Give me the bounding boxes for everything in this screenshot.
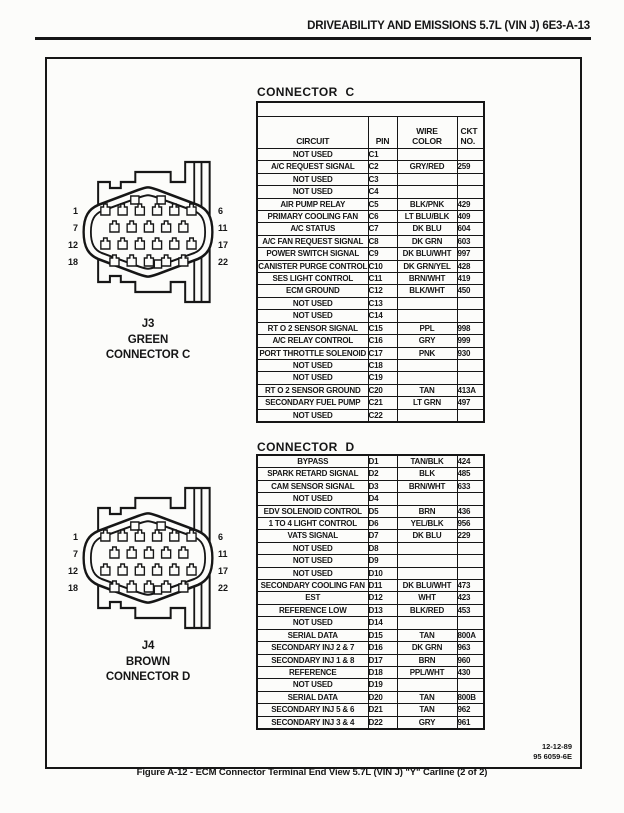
cell-circuit: REFERENCE: [257, 666, 368, 678]
cell-pin: D15: [368, 629, 397, 641]
cell-ckt-no: 429: [457, 198, 484, 210]
cell-pin: C14: [368, 310, 397, 322]
cell-circuit: SECONDARY COOLING FAN: [257, 580, 368, 592]
cell-pin: C22: [368, 409, 397, 422]
cell-pin: C5: [368, 198, 397, 210]
cell-wire-color: DK BLU: [397, 530, 457, 542]
cell-circuit: NOT USED: [257, 297, 368, 309]
table-row: [257, 409, 484, 422]
doc-info: [452, 742, 572, 761]
table-row: [257, 186, 484, 198]
pin-row-label-right: 11: [218, 549, 228, 559]
keyway-notch: [131, 522, 139, 530]
cell-ckt-no: 430: [457, 666, 484, 678]
cell-wire-color: DK BLU/WHT: [397, 580, 457, 592]
pin-row-label-right: 22: [218, 257, 229, 267]
cell-pin: C6: [368, 211, 397, 223]
cell-circuit: NOT USED: [257, 310, 368, 322]
cell-wire-color: [397, 409, 457, 422]
keyway-notch: [154, 586, 161, 594]
cell-pin: D9: [368, 555, 397, 567]
cell-circuit: A/C STATUS: [257, 223, 368, 235]
cell-pin: D7: [368, 530, 397, 542]
cell-ckt-no: 424: [457, 455, 484, 468]
cell-wire-color: [397, 359, 457, 371]
cell-ckt-no: [457, 567, 484, 579]
cell-circuit: CANISTER PURGE CONTROL: [258, 261, 368, 271]
cell-ckt-no: [457, 186, 484, 198]
table-row: [257, 335, 484, 347]
cell-wire-color: TAN: [397, 384, 457, 396]
connector-c-figure-caption: [58, 317, 238, 364]
cell-ckt-no: [457, 310, 484, 322]
table-row: [257, 716, 484, 729]
table-row: [257, 235, 484, 247]
cell-ckt-no: [457, 555, 484, 567]
cell-pin: D2: [368, 468, 397, 480]
cell-circuit: SECONDARY INJ 2 & 7: [257, 642, 368, 654]
table-row: [257, 555, 484, 567]
keyway-notch: [157, 522, 165, 530]
cell-ckt-no: 604: [457, 223, 484, 235]
cell-ckt-no: 436: [457, 505, 484, 517]
table-row: [257, 455, 484, 468]
spacer-cell: [257, 102, 484, 117]
cell-pin: C9: [368, 248, 397, 260]
cell-pin: D6: [368, 518, 397, 530]
pin-row-label-right: 17: [218, 566, 229, 576]
cell-circuit: NOT USED: [257, 617, 368, 629]
connector-designator: J3: [141, 318, 155, 330]
cell-ckt-no: 633: [457, 480, 484, 492]
keyway-notch: [157, 196, 165, 204]
page-header-title: DRIVEABILITY AND EMISSIONS 5.7L (VIN J) 6E3-A-13: [307, 20, 590, 32]
table-row: [257, 604, 484, 616]
cell-pin: C12: [368, 285, 397, 297]
cell-wire-color: BRN: [397, 654, 457, 666]
column-header-pin: PIN: [368, 117, 397, 149]
cell-wire-color: DK GRN: [397, 642, 457, 654]
cell-pin: D21: [368, 704, 397, 716]
cell-wire-color: BLK: [397, 468, 457, 480]
cell-pin: D4: [368, 493, 397, 505]
pin-row-label-left: 18: [67, 257, 78, 267]
cell-wire-color: BLK/RED: [397, 604, 457, 616]
cell-pin: C3: [368, 173, 397, 185]
cell-wire-color: BRN/WHT: [397, 273, 457, 285]
revision-date: 12-12-89: [541, 742, 572, 751]
cell-ckt-no: 453: [457, 604, 484, 616]
cell-ckt-no: [457, 493, 484, 505]
cell-circuit: NOT USED: [257, 372, 368, 384]
cell-ckt-no: 259: [457, 161, 484, 173]
table-row: [257, 666, 484, 678]
cell-circuit: SECONDARY FUEL PUMP: [257, 397, 368, 409]
table-header-row: [257, 117, 484, 149]
cell-wire-color: GRY: [397, 335, 457, 347]
cell-ckt-no: 800B: [457, 691, 484, 703]
table-row: [257, 654, 484, 666]
cell-circuit: PRIMARY COOLING FAN: [257, 211, 368, 223]
cell-circuit: NOT USED: [257, 542, 368, 554]
cell-circuit: CAM SENSOR SIGNAL: [257, 480, 368, 492]
cell-ckt-no: 419: [457, 273, 484, 285]
cell-pin: D5: [368, 505, 397, 517]
table-row: [257, 149, 484, 161]
cell-circuit: POWER SWITCH SIGNAL: [257, 248, 368, 260]
column-header-wire-color-text: WIRE COLOR: [412, 126, 442, 146]
cell-wire-color: [397, 679, 457, 691]
cell-wire-color: TAN: [397, 691, 457, 703]
cell-circuit: SPARK RETARD SIGNAL: [257, 468, 368, 480]
table-row: [257, 518, 484, 530]
cell-ckt-no: 998: [457, 322, 484, 334]
cell-circuit: NOT USED: [257, 173, 368, 185]
table-row: [257, 397, 484, 409]
cell-circuit: NOT USED: [257, 149, 368, 161]
cell-wire-color: PPL: [397, 322, 457, 334]
cell-circuit: NOT USED: [257, 567, 368, 579]
cell-ckt-no: 960: [457, 654, 484, 666]
cell-ckt-no: 962: [457, 704, 484, 716]
cell-pin: C10: [368, 260, 397, 272]
pin-row-label-left: 1: [72, 206, 78, 216]
cell-circuit: ECM GROUND: [257, 285, 368, 297]
table-row: [257, 542, 484, 554]
table-row: [257, 347, 484, 359]
table-row: [257, 567, 484, 579]
cell-wire-color: [397, 567, 457, 579]
table-spacer-row: [257, 102, 484, 117]
table-row: [257, 480, 484, 492]
table-row: [257, 248, 484, 260]
cell-circuit: NOT USED: [257, 493, 368, 505]
cell-wire-color: [397, 310, 457, 322]
pin-row-label-right: 6: [218, 206, 224, 216]
table-row: [257, 372, 484, 384]
cell-pin: C8: [368, 235, 397, 247]
table-row: [257, 173, 484, 185]
cell-pin: D11: [368, 580, 397, 592]
cell-pin: D22: [368, 716, 397, 729]
cell-circuit: BYPASS: [257, 455, 368, 468]
cell-circuit: AIR PUMP RELAY: [257, 198, 368, 210]
cell-wire-color: BRN: [397, 505, 457, 517]
cell-wire-color: BLK/WHT: [397, 285, 457, 297]
cell-wire-color: [397, 493, 457, 505]
cell-ckt-no: 473: [457, 580, 484, 592]
keyway-notch: [131, 196, 139, 204]
cell-wire-color: DK BLU: [397, 223, 457, 235]
cell-wire-color: BLK/PNK: [397, 198, 457, 210]
cell-pin: D3: [368, 480, 397, 492]
cell-wire-color: [397, 186, 457, 198]
cell-pin: D8: [368, 542, 397, 554]
cell-pin: C15: [368, 322, 397, 334]
cell-wire-color: DK GRN: [397, 235, 457, 247]
keyway-notch: [154, 260, 161, 268]
cell-wire-color: TAN: [397, 629, 457, 641]
cell-ckt-no: 485: [457, 468, 484, 480]
cell-ckt-no: [457, 149, 484, 161]
cell-wire-color: [397, 372, 457, 384]
cell-ckt-no: 413A: [457, 384, 484, 396]
table-row: [257, 359, 484, 371]
pin-row-label-left: 7: [72, 223, 78, 233]
cell-circuit: RT O 2 SENSOR SIGNAL: [257, 322, 368, 334]
cell-pin: C16: [368, 335, 397, 347]
cell-pin: C17: [368, 347, 397, 359]
cell-circuit: SECONDARY INJ 3 & 4: [257, 716, 368, 729]
cell-pin: C13: [368, 297, 397, 309]
cell-wire-color: BRN/WHT: [397, 480, 457, 492]
cell-circuit: REFERENCE LOW: [257, 604, 368, 616]
cell-wire-color: PNK: [397, 347, 457, 359]
cell-pin: C4: [368, 186, 397, 198]
cell-ckt-no: 428: [457, 260, 484, 272]
table-row: [257, 285, 484, 297]
table-row: [257, 211, 484, 223]
cell-circuit: A/C RELAY CONTROL: [257, 335, 368, 347]
cell-ckt-no: [457, 372, 484, 384]
table-row: [257, 297, 484, 309]
cell-wire-color: [397, 542, 457, 554]
column-header-wire-color: [397, 117, 457, 149]
cell-ckt-no: [457, 359, 484, 371]
cell-ckt-no: [457, 297, 484, 309]
cell-circuit: VATS SIGNAL: [257, 530, 368, 542]
connector-designator: J4: [141, 640, 155, 652]
cell-wire-color: LT BLU/BLK: [397, 211, 457, 223]
cell-wire-color: [397, 173, 457, 185]
cell-circuit: EDV SOLENOID CONTROL: [257, 505, 368, 517]
cell-pin: C21: [368, 397, 397, 409]
connector-name: CONNECTOR D: [105, 671, 191, 683]
table-row: [257, 198, 484, 210]
cell-circuit: 1 TO 4 LIGHT CONTROL: [257, 518, 368, 530]
connector-drawing: [80, 478, 216, 638]
cell-ckt-no: 963: [457, 642, 484, 654]
connector-d-table: [256, 454, 485, 730]
cell-circuit: NOT USED: [257, 679, 368, 691]
cell-wire-color: [397, 149, 457, 161]
cell-wire-color: [397, 617, 457, 629]
cell-circuit: A/C REQUEST SIGNAL: [257, 161, 368, 173]
cell-ckt-no: 603: [457, 235, 484, 247]
cell-circuit: SES LIGHT CONTROL: [257, 273, 368, 285]
cell-ckt-no: 800A: [457, 629, 484, 641]
pin-row-label-right: 11: [218, 223, 228, 233]
cell-ckt-no: 999: [457, 335, 484, 347]
table-row: [257, 223, 484, 235]
cell-circuit: NOT USED: [257, 409, 368, 422]
cell-circuit: NOT USED: [257, 359, 368, 371]
cell-pin: C18: [368, 359, 397, 371]
cell-wire-color: DK GRN/YEL: [397, 260, 457, 272]
table-row: [257, 642, 484, 654]
connector-color: GREEN: [127, 333, 169, 346]
connector-d-title: CONNECTOR D: [257, 440, 355, 454]
pin-row-label-right: 6: [218, 532, 224, 542]
cell-pin: D12: [368, 592, 397, 604]
column-header-ckt-no: [457, 117, 484, 149]
cell-circuit: EST: [257, 592, 368, 604]
cell-circuit: NOT USED: [257, 555, 368, 567]
cell-wire-color: WHT: [397, 592, 457, 604]
cell-pin: D16: [368, 642, 397, 654]
cell-pin: D14: [368, 617, 397, 629]
cell-pin: D17: [368, 654, 397, 666]
cell-wire-color: GRY/RED: [397, 161, 457, 173]
pin-row-label-left: 18: [67, 583, 78, 593]
cell-pin: D18: [368, 666, 397, 678]
cell-wire-color: YEL/BLK: [397, 518, 457, 530]
cell-ckt-no: 229: [457, 530, 484, 542]
cell-wire-color: DK BLU/WHT: [397, 248, 457, 260]
header-rule: [35, 37, 591, 40]
cell-ckt-no: [457, 679, 484, 691]
cell-wire-color: TAN: [397, 704, 457, 716]
table-row: [257, 617, 484, 629]
cell-circuit: RT O 2 SENSOR GROUND: [257, 384, 368, 396]
cell-pin: D19: [368, 679, 397, 691]
table-row: [257, 260, 484, 272]
cell-circuit: SERIAL DATA: [257, 691, 368, 703]
connector-c-diagram: [60, 152, 235, 312]
pin-row-label-right: 17: [218, 240, 229, 250]
cell-pin: D20: [368, 691, 397, 703]
cell-circuit: PORT THROTTLE SOLENOID: [257, 347, 368, 359]
cell-ckt-no: 930: [457, 347, 484, 359]
table-row: [257, 310, 484, 322]
table-row: [257, 273, 484, 285]
cell-wire-color: [397, 297, 457, 309]
column-header-circuit: CIRCUIT: [257, 117, 368, 149]
cell-wire-color: LT GRN: [397, 397, 457, 409]
connector-c-title: CONNECTOR C: [257, 85, 355, 99]
cell-ckt-no: [457, 617, 484, 629]
cell-wire-color: PPL/WHT: [397, 666, 457, 678]
cell-ckt-no: [457, 173, 484, 185]
cell-pin: C20: [368, 384, 397, 396]
cell-ckt-no: [457, 542, 484, 554]
pin-row-label-left: 12: [67, 240, 78, 250]
pin-row-label-left: 1: [72, 532, 78, 542]
doc-number: 95 6059-6E: [533, 751, 572, 761]
cell-pin: D1: [368, 455, 397, 468]
figure-caption: Figure A-12 - ECM Connector Terminal End View 5.7L (VIN J) "Y" Carline (2 of 2): [136, 767, 488, 778]
table-row: [257, 505, 484, 517]
connector-c-table: [256, 101, 485, 423]
cell-ckt-no: [457, 409, 484, 422]
connector-drawing: [80, 152, 216, 312]
cell-pin: C7: [368, 223, 397, 235]
cell-pin: D10: [368, 567, 397, 579]
connector-name: CONNECTOR C: [105, 349, 191, 361]
cell-circuit: SECONDARY INJ 5 & 6: [257, 704, 368, 716]
table-row: [257, 384, 484, 396]
cell-wire-color: TAN/BLK: [397, 455, 457, 468]
cell-ckt-no: 961: [457, 716, 484, 729]
pin-row-label-right: 22: [218, 583, 229, 593]
cell-pin: C19: [368, 372, 397, 384]
cell-circuit: SECONDARY INJ 1 & 8: [257, 654, 368, 666]
connector-color: BROWN: [125, 655, 171, 668]
pin-row-label-left: 12: [67, 566, 78, 576]
table-row: [257, 592, 484, 604]
table-row: [257, 468, 484, 480]
column-header-ckt-no-text: CKT NO.: [460, 126, 478, 146]
table-row: [257, 691, 484, 703]
table-row: [257, 629, 484, 641]
cell-pin: C11: [368, 273, 397, 285]
cell-ckt-no: 423: [457, 592, 484, 604]
table-row: [257, 322, 484, 334]
cell-ckt-no: 497: [457, 397, 484, 409]
table-row: [257, 530, 484, 542]
table-row: [257, 679, 484, 691]
cell-ckt-no: 450: [457, 285, 484, 297]
cell-wire-color: GRY: [397, 716, 457, 729]
cell-pin: C1: [368, 149, 397, 161]
cell-circuit: NOT USED: [257, 186, 368, 198]
table-row: [257, 161, 484, 173]
table-row: [257, 704, 484, 716]
pin-row-label-left: 7: [72, 549, 78, 559]
cell-pin: C2: [368, 161, 397, 173]
table-row: [257, 493, 484, 505]
cell-ckt-no: 956: [457, 518, 484, 530]
cell-wire-color: [397, 555, 457, 567]
connector-d-figure-caption: [58, 639, 238, 686]
cell-ckt-no: 409: [457, 211, 484, 223]
cell-ckt-no: 997: [457, 248, 484, 260]
connector-d-diagram: [60, 478, 235, 638]
cell-circuit: A/C FAN REQUEST SIGNAL: [257, 235, 368, 247]
cell-circuit: SERIAL DATA: [257, 629, 368, 641]
cell-pin: D13: [368, 604, 397, 616]
table-row: [257, 580, 484, 592]
